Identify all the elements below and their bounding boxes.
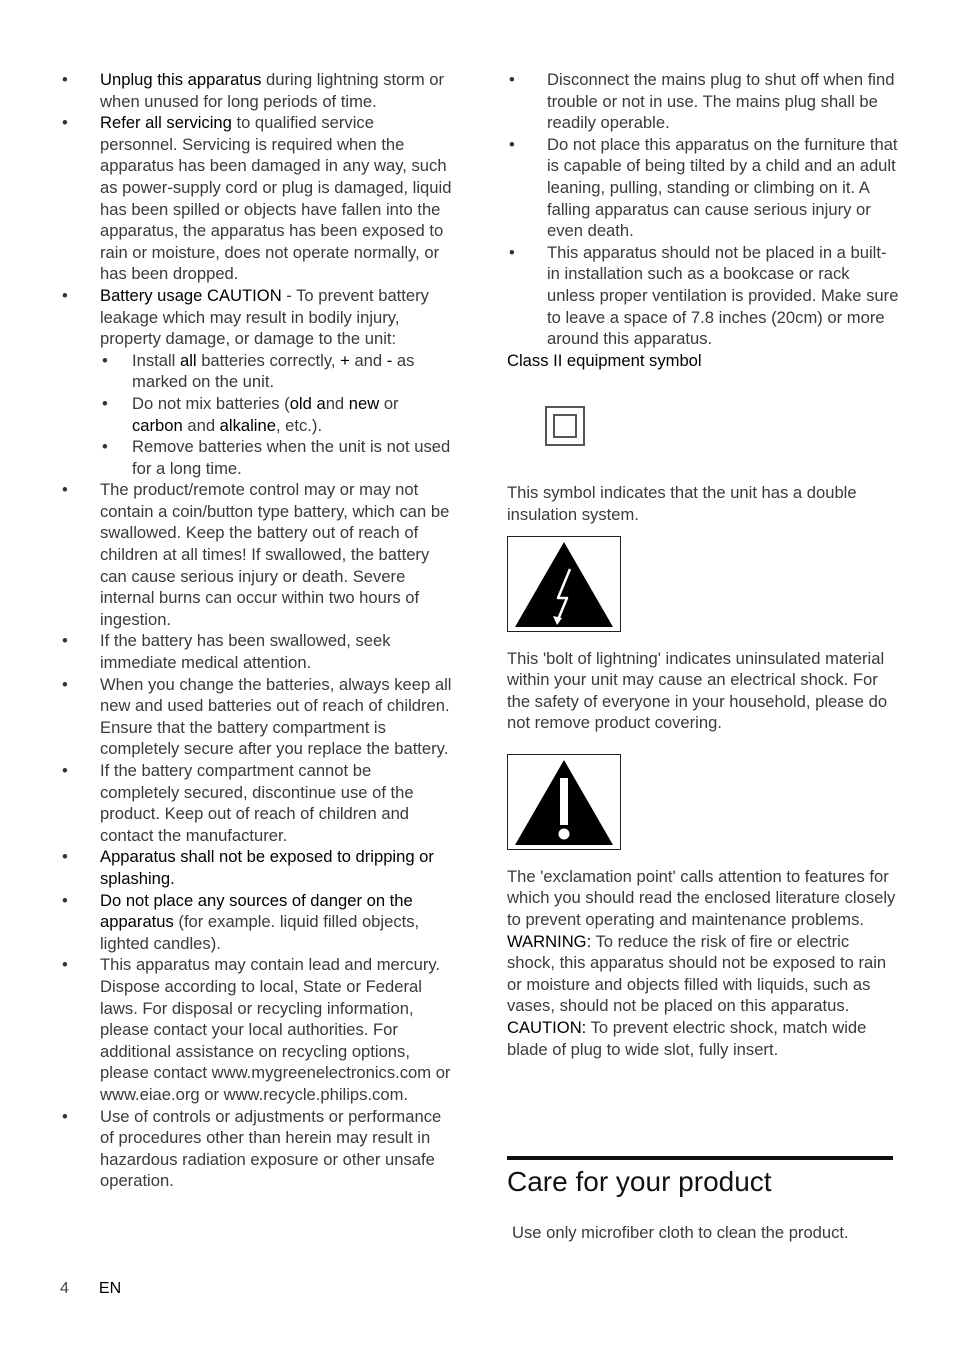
list-item: • Apparatus shall not be exposed to dripping or splashing. <box>60 846 452 889</box>
warning-label: WARNING: <box>507 931 592 951</box>
language-code: EN <box>98 1280 122 1297</box>
list-item: • This apparatus may contain lead and mercury. Dispose according to local, State or Federal laws. For disposal or recycling information, please contact your local authorities. For additional assistance on recycling options, please contact www.mygreenelectronics.com or www.eiae.org or www.recycle.philips.com. <box>60 954 452 1105</box>
warning-paragraph: WARNING: To reduce the risk of fire or electric shock, this apparatus should not be exposed to rain or moisture and objects filled with liquids, such as vases, should not be placed on this apparatus. <box>507 931 887 1016</box>
lightning-warning-icon <box>507 536 621 632</box>
right-column <box>507 69 899 1060</box>
lightning-description: This 'bolt of lightning' indicates uninsulated material within your unit may cause an electrical shock. For the safety of everyone in your household, please do not remove product covering. <box>507 648 888 733</box>
page-number: 4 <box>60 1280 69 1297</box>
left-column <box>60 69 452 1192</box>
list-item: • When you change the batteries, always keep all new and used batteries out of reach of children. Ensure that the battery compartment is completely secure after you replace the battery. <box>60 674 452 760</box>
double-square-icon <box>545 406 585 446</box>
list-item: • Remove batteries when the unit is not used for a long time. <box>100 436 452 479</box>
list-item: • Unplug this apparatus during lightning storm or when unused for long periods of time. <box>60 69 452 112</box>
caution-paragraph: CAUTION: To prevent electric shock, match wide blade of plug to wide slot, fully insert. <box>507 1018 867 1059</box>
battery-sub-list <box>100 350 452 480</box>
safety-list-left <box>60 69 452 1192</box>
list-item: • Refer all servicing to qualified service personnel. Servicing is required when the apparatus has been damaged in any way, such as power-supply cord or plug is damaged, liquid has been spilled or objects have fallen into the apparatus, the apparatus has been exposed to rain or moisture, does not operate normally, or has been dropped. <box>60 112 452 285</box>
list-item: • Battery usage CAUTION - To prevent battery leakage which may result in bodily injury, property damage, or damage to the unit: • Install all batteries correctly, + and - as marked on the unit. • Do not mix batteries (old and new or carbon and alkaline, etc.). • Remove batteries when the unit is not used for a long time. <box>60 285 452 479</box>
caution-label: CAUTION: <box>507 1018 587 1038</box>
safety-list-right <box>507 69 899 350</box>
page-footer <box>60 1279 121 1299</box>
list-item: • If the battery has been swallowed, seek immediate medical attention. <box>60 630 452 673</box>
list-item: • Install all batteries correctly, + and - as marked on the unit. <box>100 350 452 393</box>
care-heading: Care for your product <box>507 1166 772 1197</box>
care-text: Use only microfiber cloth to clean the product. <box>512 1223 849 1242</box>
exclamation-warning-icon <box>507 754 621 850</box>
list-item: • This apparatus should not be placed in a built-in installation such as a bookcase or rack unless proper ventilation is provided. Make sure to leave a space of 7.8 inches (20cm) or more around this apparatus. <box>507 242 899 350</box>
class2-heading: Class II equipment symbol <box>507 350 702 370</box>
exclamation-description: The 'exclamation point' calls attention to features for which you should read the enclosed literature closely to prevent operating and maintenance problems. <box>507 866 896 930</box>
list-item: • Do not place this apparatus on the furniture that is capable of being tilted by a child and an adult leaning, pulling, standing or climbing on it. A falling apparatus can cause serious injury or even death. <box>507 134 899 242</box>
list-item: • Do not mix batteries (old and new or carbon and alkaline, etc.). <box>100 393 452 436</box>
section-divider <box>507 1156 893 1160</box>
list-item: • The product/remote control may or may not contain a coin/button type battery, which can be swallowed. Keep the battery out of reach of children at all times! If swallowed, the battery can cause serious injury or death. Severe internal burns can occur within two hours of ingestion. <box>60 479 452 630</box>
list-item: • Disconnect the mains plug to shut off when find trouble or not in use. The mains plug shall be readily operable. <box>507 69 899 134</box>
list-item: • Use of controls or adjustments or performance of procedures other than herein may result in hazardous radiation exposure or other unsafe operation. <box>60 1106 452 1192</box>
class2-description: This symbol indicates that the unit has a double insulation system. <box>507 483 857 524</box>
list-item: • Do not place any sources of danger on the apparatus (for example. liquid filled objects, lighted candles). <box>60 890 452 955</box>
list-item: • If the battery compartment cannot be completely secured, discontinue use of the product. Keep out of reach of children and contact the manufacturer. <box>60 760 452 846</box>
